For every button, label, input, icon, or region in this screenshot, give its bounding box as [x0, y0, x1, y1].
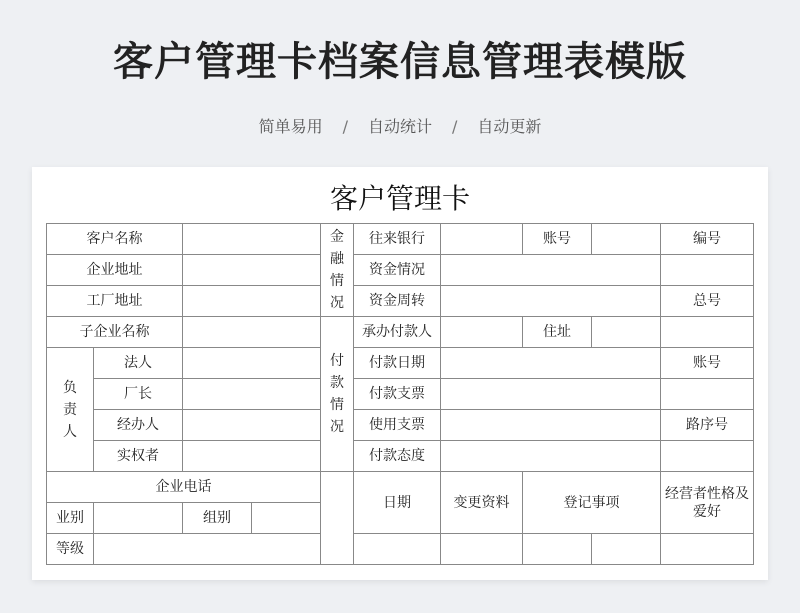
factory-address-label: 工厂地址: [47, 286, 183, 317]
table-row: [47, 379, 754, 410]
change-info-value[interactable]: [441, 534, 523, 565]
date-header: 日期: [354, 472, 441, 534]
industry-label: 业别: [47, 503, 94, 534]
company-address-value[interactable]: [183, 255, 321, 286]
customer-name-value[interactable]: [183, 224, 321, 255]
handler-label: 经办人: [94, 410, 183, 441]
subsidiary-name-label: 子企业名称: [47, 317, 183, 348]
industry-value[interactable]: [94, 503, 183, 534]
pay-attitude-value[interactable]: [441, 441, 661, 472]
register-item-header: 登记事项: [523, 472, 661, 534]
register-item-value-a[interactable]: [523, 534, 592, 565]
card-title: 客户管理卡: [329, 182, 470, 215]
fund-status-value[interactable]: [441, 255, 661, 286]
change-info-header: 变更资料: [441, 472, 523, 534]
page-title: 客户管理卡档案信息管理表模版: [113, 39, 687, 85]
tagline-separator: /: [342, 117, 348, 136]
total-no-value[interactable]: [661, 317, 754, 348]
finance-section-label: [321, 224, 354, 317]
address-value[interactable]: [592, 317, 661, 348]
table-row: [47, 317, 754, 348]
pay-cheque-label: 付款支票: [354, 379, 441, 410]
fund-status-label: 资金情况: [354, 255, 441, 286]
real-controller-value[interactable]: [183, 441, 321, 472]
level-label: 等级: [47, 534, 94, 565]
table-row: [47, 441, 754, 472]
use-cheque-value[interactable]: [441, 410, 661, 441]
tagline-auto-stats: 自动统计: [367, 117, 432, 136]
operator-traits-value[interactable]: [661, 534, 754, 565]
pay-attitude-label: 付款态度: [354, 441, 441, 472]
fund-turnover-value[interactable]: [441, 286, 661, 317]
payment-section-text: 付款情况: [330, 353, 344, 435]
partner-bank-label: 往来银行: [354, 224, 441, 255]
responsible-label: [47, 348, 94, 472]
payer-value[interactable]: [441, 317, 523, 348]
date-value[interactable]: [354, 534, 441, 565]
company-address-label: 企业地址: [47, 255, 183, 286]
blank-divider-cell: [321, 472, 354, 565]
responsible-text: 负责人: [63, 379, 77, 440]
company-phone-label: 企业电话: [47, 472, 321, 503]
level-value[interactable]: [94, 534, 321, 565]
tagline-auto-update: 自动更新: [477, 117, 542, 136]
table-row: [47, 410, 754, 441]
total-no-label: 总号: [661, 286, 754, 317]
account-no-2-value[interactable]: [661, 379, 754, 410]
handler-value[interactable]: [183, 410, 321, 441]
table-row: [47, 534, 754, 565]
use-cheque-label: 使用支票: [354, 410, 441, 441]
group-label: 组别: [183, 503, 252, 534]
account-no-value[interactable]: [592, 224, 661, 255]
partner-bank-value[interactable]: [441, 224, 523, 255]
subsidiary-name-value[interactable]: [183, 317, 321, 348]
pay-date-value[interactable]: [441, 348, 661, 379]
factory-address-value[interactable]: [183, 286, 321, 317]
pay-date-label: 付款日期: [354, 348, 441, 379]
tagline-bar: [0, 114, 800, 137]
factory-head-label: 厂长: [94, 379, 183, 410]
customer-name-label: 客户名称: [47, 224, 183, 255]
payment-section-label: [321, 317, 354, 472]
customer-card-sheet: [32, 167, 768, 580]
operator-traits-header: 经营者性格及爱好: [661, 472, 754, 534]
address-label: 住址: [523, 317, 592, 348]
fund-turnover-label: 资金周转: [354, 286, 441, 317]
group-value[interactable]: [252, 503, 321, 534]
route-no-value[interactable]: [661, 441, 754, 472]
pay-cheque-value[interactable]: [441, 379, 661, 410]
account-no-label: 账号: [523, 224, 592, 255]
table-row: [47, 286, 754, 317]
legal-person-label: 法人: [94, 348, 183, 379]
tagline-easy: 简单易用: [258, 117, 323, 136]
table-row: [47, 224, 754, 255]
real-controller-label: 实权者: [94, 441, 183, 472]
table-row: [47, 472, 754, 503]
serial-no-value[interactable]: [661, 255, 754, 286]
table-row: [47, 255, 754, 286]
customer-card-table: [46, 223, 754, 565]
legal-person-value[interactable]: [183, 348, 321, 379]
serial-no-label: 编号: [661, 224, 754, 255]
table-row: [47, 348, 754, 379]
register-item-value-b[interactable]: [592, 534, 661, 565]
account-no-2-label: 账号: [661, 348, 754, 379]
finance-section-text: 金融情况: [330, 229, 344, 311]
route-no-label: 路序号: [661, 410, 754, 441]
payer-label: 承办付款人: [354, 317, 441, 348]
factory-head-value[interactable]: [183, 379, 321, 410]
tagline-separator: /: [452, 117, 458, 136]
